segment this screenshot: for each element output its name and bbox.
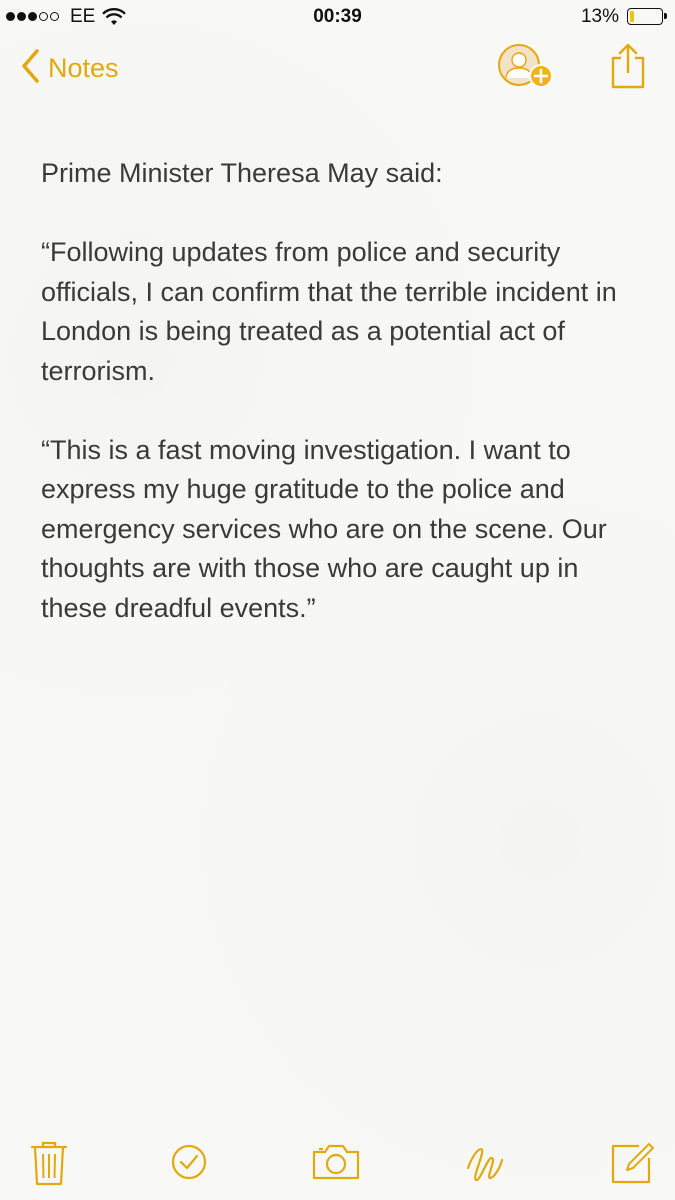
share-button[interactable] bbox=[608, 42, 648, 90]
compose-button[interactable] bbox=[609, 1138, 659, 1188]
back-button[interactable] bbox=[20, 48, 119, 89]
add-person-icon bbox=[497, 80, 557, 97]
battery-icon bbox=[627, 8, 663, 25]
sketch-icon bbox=[462, 1175, 512, 1192]
add-person-button[interactable] bbox=[497, 43, 557, 93]
note-paragraph: “Following updates from police and security officials, I can confirm that the terrible incident in London is being treated as a potential act of terrorism. bbox=[41, 237, 617, 386]
bottom-toolbar bbox=[0, 1138, 675, 1200]
sketch-button[interactable] bbox=[462, 1138, 512, 1188]
battery-level bbox=[630, 11, 634, 22]
carrier-name: EE bbox=[70, 6, 96, 27]
battery-percentage: 13% bbox=[580, 6, 619, 27]
camera-icon bbox=[311, 1175, 361, 1192]
status-bar bbox=[0, 0, 675, 34]
note-paragraph: Prime Minister Theresa May said: bbox=[41, 158, 443, 188]
camera-button[interactable] bbox=[311, 1138, 361, 1188]
compose-icon bbox=[609, 1175, 659, 1192]
delete-button[interactable] bbox=[24, 1138, 74, 1188]
navigation-bar bbox=[0, 34, 675, 104]
share-icon bbox=[608, 77, 648, 94]
checklist-button[interactable] bbox=[164, 1138, 214, 1188]
back-label: Notes bbox=[48, 53, 119, 83]
trash-icon bbox=[24, 1175, 74, 1192]
note-paragraph: “This is a fast moving investigation. I want to express my huge gratitude to the police and emergency services who are on the scene. Our thoughts are with those who are caught up in these dreadful events.” bbox=[41, 434, 607, 623]
note-body[interactable] bbox=[41, 154, 641, 668]
clock: 00:39 bbox=[313, 6, 362, 27]
checklist-icon bbox=[164, 1175, 214, 1192]
chevron-left-icon bbox=[20, 48, 40, 89]
